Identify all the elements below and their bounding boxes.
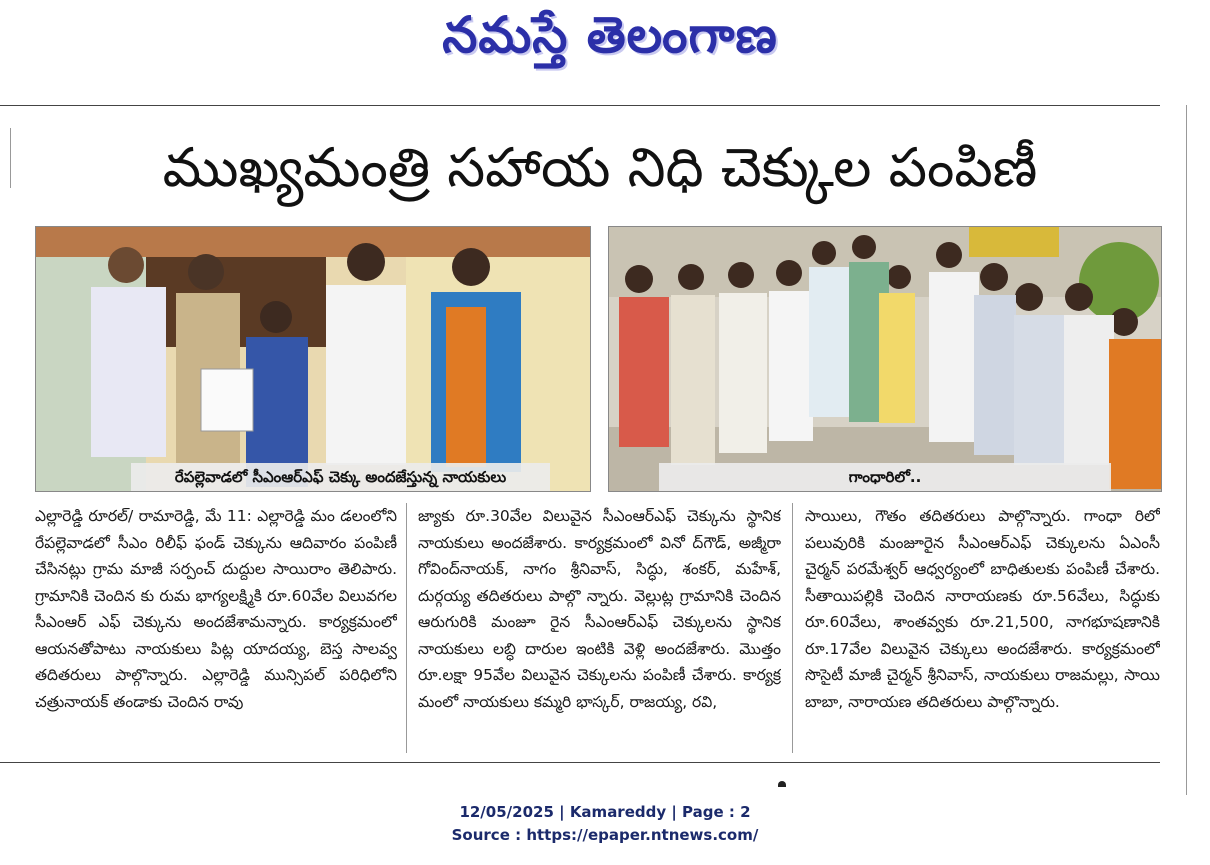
left-margin-divider bbox=[10, 128, 11, 188]
top-divider bbox=[0, 105, 1160, 106]
photo-cheque-distribution-gandhari bbox=[608, 226, 1162, 492]
column-divider-2 bbox=[792, 503, 793, 753]
photo-caption-right: గాంధారిలో.. bbox=[659, 463, 1111, 491]
article-column-1 bbox=[35, 503, 397, 753]
right-margin-divider bbox=[1186, 105, 1187, 795]
article-headline: ముఖ్యమంత్రి సహాయ నిధి చెక్కుల పంపిణీ bbox=[162, 136, 1038, 199]
bottom-divider bbox=[0, 762, 1160, 763]
photo-cheque-handover-repallewada bbox=[35, 226, 591, 492]
masthead-logo: నమస్తే తెలంగాణ bbox=[442, 6, 778, 64]
article-column-2 bbox=[418, 503, 781, 753]
article-column-1-text: ఎల్లారెడ్డి రూరల్/ రామారెడ్డి, మే 11: ఎల్లారెడ్డి మం డలంలోని రేపల్లెవాడలో సీఎం రిలీఫ్ ఫండ్ చెక్కును ఆదివారం పంపిణీ చేసినట్లు గ్రామ మాజీ సర్పంచ్ దుద్దుల సాయిరాం తెలిపారు. గ్రామానికి చెందిన కు రుమ భాగ్యలక్ష్మికి రూ.60వేల విలువగల సీఎంఆర్ ఎఫ్ చెక్కును అందజేశామన్నారు. కార్యక్రమంలో ఆయనతోపాటు నాయకులు పిట్ల యాదయ్య, బెస్త సాలవ్వ తదితరులు పాల్గొన్నారు. ఎల్లారెడ్డి మున్సిపల్ పరిధిలోని చత్రునాయక్ తండాకు చెందిన రావు bbox=[35, 507, 397, 711]
column-divider-1 bbox=[406, 503, 407, 753]
photo-caption-left: రేపల్లెవాడలో సీఎంఆర్ఎఫ్ చెక్కు అందజేస్తున్న నాయకులు bbox=[131, 463, 550, 491]
article-column-2-text: జ్యాకు రూ.30వేల విలువైన సీఎంఆర్ఎఫ్ చెక్కును స్థానిక నాయకులు అందజేశారు. కార్యక్రమంలో వినో ద్‌గౌడ్, అజ్మీరా గోవింద్‌నాయక్, నాగం శ్రీనివాస్, సిద్ధు, శంకర్, మహేశ్, దుర్గయ్య తదితరులు పాల్గొ న్నారు. వెల్లుట్ల గ్రామానికి చెందిన ఆరుగురికి మంజూ రైన సీఎంఆర్ఎఫ్ చెక్కులను స్థానిక నాయకులు లబ్ధి దారుల ఇంటికి వెళ్లి అందజేశారు. మొత్తం రూ.లక్షా 95వేల విలువైన చెక్కులను పంపిణీ చేశారు. కార్యక్ర మంలో నాయకులు కమ్మరి భాస్కర్, రాజయ్య, రవి, bbox=[418, 507, 781, 711]
footer-source-url: Source : https://epaper.ntnews.com/ bbox=[451, 826, 759, 844]
footer-date-edition-page: 12/05/2025 | Kamareddy | Page : 2 bbox=[459, 803, 751, 821]
ink-mark bbox=[778, 781, 786, 787]
article-column-3-text: సాయిలు, గౌతం తదితరులు పాల్గొన్నారు. గాంధా రిలో పలువురికి మంజూరైన సీఎంఆర్ఎఫ్ చెక్కులను ఏఎంసీ చైర్మన్ పరమేశ్వర్ ఆధ్వర్యంలో బాధితులకు పంపిణీ చేశారు. సీతాయిపల్లికి చెందిన నారాయణకు రూ.56వేలు, సిద్ధుకు రూ.60వేలు, శాంతవ్వకు రూ.21,500, నాగభూషణానికి రూ.17వేల విలువైన చెక్కులు అందజేశారు. కార్యక్రమంలో సొసైటీ మాజీ చైర్మన్ శ్రీనివాస్, నాయకులు రాజమల్లు, సాయి బాబా, నారాయణ తదితరులు పాల్గొన్నారు. bbox=[805, 507, 1160, 711]
article-column-3 bbox=[805, 503, 1160, 753]
